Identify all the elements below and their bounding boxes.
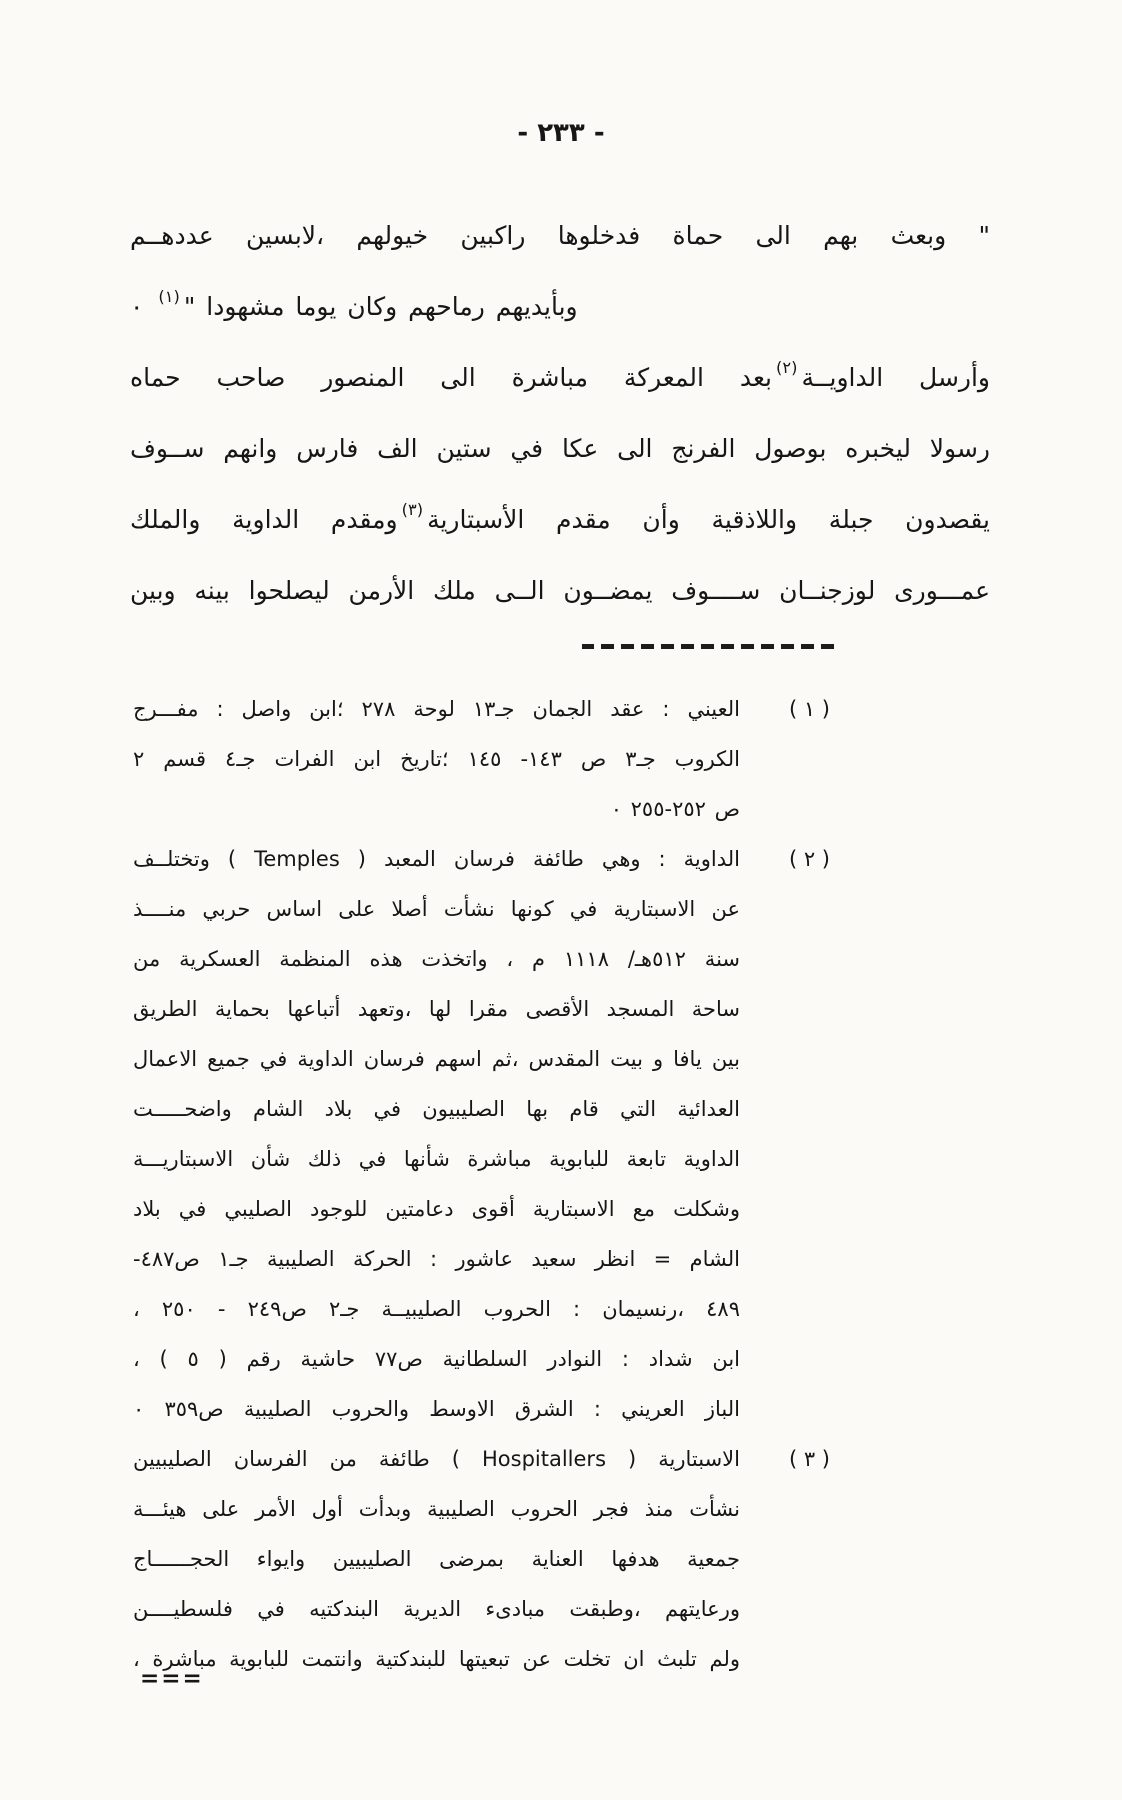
footnote-2 xyxy=(133,834,830,1434)
footnote-ref-2: (٢) xyxy=(776,357,798,377)
footnote-ref-1: (١) xyxy=(158,286,180,306)
paragraph-line-1 xyxy=(130,342,990,413)
footnote-2-line: العدائية التي قام بها الصليبيون في بلاد الشام واضحـــــت xyxy=(133,1097,740,1121)
footnote-2-line: بين يافا و بيت المقدس ،ثم اسهم فرسان الداوية في جميع الاعمال xyxy=(133,1047,740,1071)
quote-line-1-text: " وبعث بهم الى حماة فدخلوها راكبين خيولهم ،لابسين عددهــم xyxy=(130,221,990,250)
footnote-2-line: عن الاسبتارية في كونها نشأت أصلا على اساس حربي منــــذ xyxy=(133,897,740,921)
footnote-2-line: ساحة المسجد الأقصى مقرا لها ،وتعهد أتباعها بحماية الطريق xyxy=(133,997,740,1021)
quote-line-1 xyxy=(130,200,990,271)
footnote-3-line: جمعية هدفها العناية بمرضى الصليبيين وايواء الحجــــــاج xyxy=(133,1547,740,1571)
paragraph-line-2-text: رسولا ليخبره بوصول الفرنج الى عكا في ستين الف فارس وانهم ســوف xyxy=(130,434,990,463)
paragraph-line-3 xyxy=(130,484,990,555)
footnote-3-line: ورعايتهم ،وطبقت مبادىء الديرية البندكتيه في فلسطيــــن xyxy=(133,1597,740,1621)
continuation-mark: === xyxy=(140,1666,204,1692)
footnote-2-line: الشام = انظر سعيد عاشور : الحركة الصليبية جـ١ ص٤٨٧- xyxy=(133,1247,740,1271)
paragraph-line-3-pre: يقصدون جبلة واللاذقية وأن مقدم الأسبتارية xyxy=(427,505,991,534)
page-number: - ٢٣٣ - xyxy=(517,118,605,148)
main-text-block xyxy=(130,200,990,626)
paragraph-line-4 xyxy=(130,555,990,626)
footnote-2-line: سنة ٥١٢هـ/ ١١١٨ م ، واتخذت هذه المنظمة العسكرية من xyxy=(133,947,740,971)
footnotes-block xyxy=(133,684,830,1684)
footnote-3-line: ولم تلبث ان تخلت عن تبعيتها للبندكتية وانتمت للبابوية مباشرة ، xyxy=(133,1647,740,1671)
footnote-2-line: ٤٨٩ ،رنسيمان : الحروب الصليبيــة جـ٢ ص٢٤٩ - ٢٥٠ ، xyxy=(133,1297,740,1321)
paragraph-line-1-pre: وأرسل الداويــة xyxy=(801,363,990,392)
paragraph-line-1-post: بعد المعركة مباشرة الى المنصور صاحب حماه xyxy=(130,363,773,392)
footnote-2-marker: ( ٢ ) xyxy=(788,847,830,871)
footnote-1-marker: ( ١ ) xyxy=(788,697,830,721)
footnote-ref-3: (٣) xyxy=(401,499,424,519)
footnote-dashed-separator xyxy=(582,644,834,649)
footnote-1 xyxy=(133,684,830,834)
quote-line-2-text: وبأيديهم رماحهم وكان يوما مشهودا " xyxy=(183,292,578,321)
footnote-3-line: الاسبتارية ( Hospitallers ) طائفة من الفرسان الصليبيين xyxy=(133,1447,740,1471)
footnote-3-line: نشأت منذ فجر الحروب الصليبية وبدأت أول الأمر على هيئـــة xyxy=(133,1497,740,1521)
paragraph-line-3-post: ومقدم الداوية والملك xyxy=(130,505,398,534)
footnote-2-line: الداوية تابعة للبابوية مباشرة شأنها في ذلك شأن الاسبتاريـــة xyxy=(133,1147,740,1171)
footnote-1-line: الكروب جـ٣ ص ١٤٣- ١٤٥ ؛تاريخ ابن الفرات جـ٤ قسم ٢ xyxy=(133,747,741,771)
paragraph-line-4-text: عمـــورى لوزجنــان ســــوف يمضــون الــى ملك الأرمن ليصلحوا بينه وبين xyxy=(130,576,990,605)
quote-line-2-period: ٠ xyxy=(130,292,155,321)
footnote-2-line: ابن شداد : النوادر السلطانية ص٧٧ حاشية رقم ( ٥ ) ، xyxy=(133,1347,741,1371)
footnote-2-line: الباز العريني : الشرق الاوسط والحروب الصليبية ص٣٥٩ ٠ xyxy=(133,1397,740,1421)
footnote-2-line: الداوية : وهي طائفة فرسان المعبد ( Temples ) وتختلــف xyxy=(133,847,740,871)
footnote-3-marker: ( ٣ ) xyxy=(788,1447,830,1471)
footnote-3 xyxy=(133,1434,830,1684)
footnote-1-line: ص ٢٥٢-٢٥٥ ٠ xyxy=(610,797,740,821)
footnote-1-line: العيني : عقد الجمان جـ١٣ لوحة ٢٧٨ ؛ابن واصل : مفـــرج xyxy=(133,697,740,721)
paragraph-line-2 xyxy=(130,413,990,484)
quote-line-2 xyxy=(130,271,990,342)
footnote-2-line: وشكلت مع الاسبتارية أقوى دعامتين للوجود الصليبي في بلاد xyxy=(133,1197,740,1221)
